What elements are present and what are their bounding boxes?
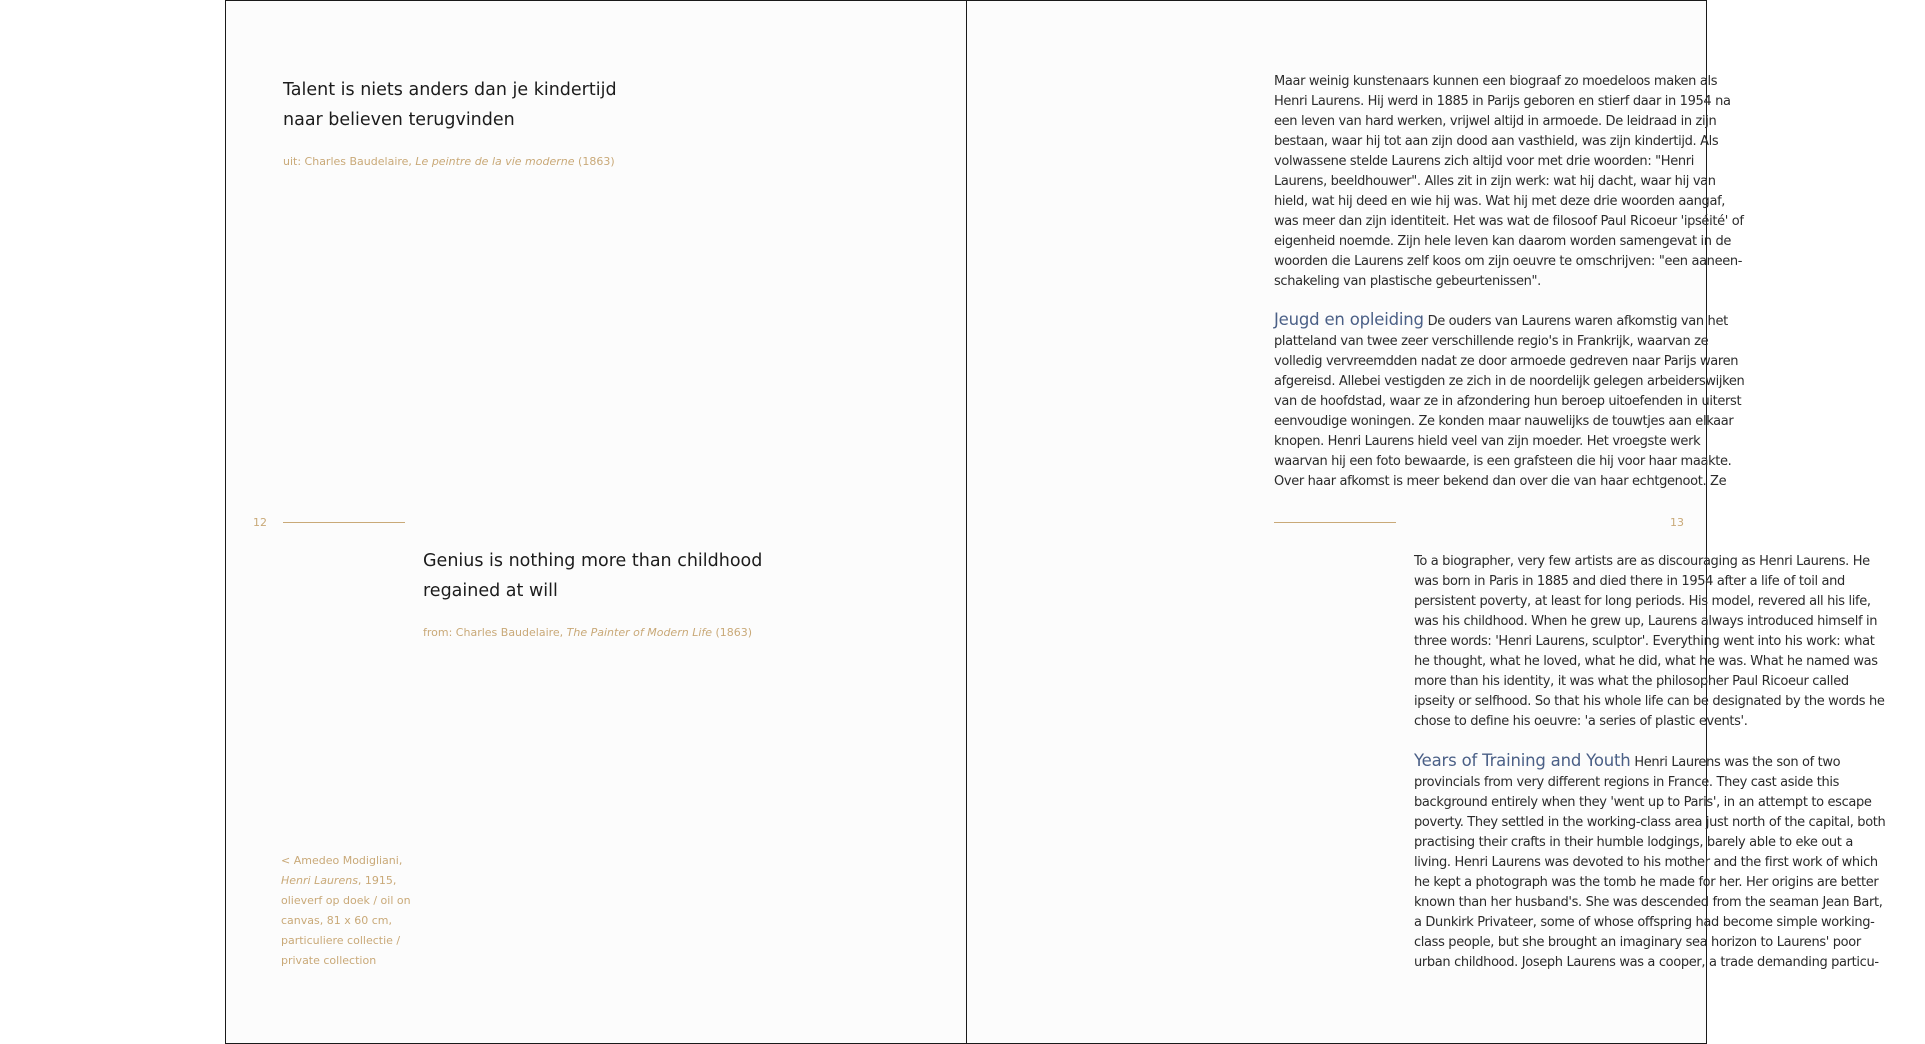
text-run: De ouders van Laurens waren afkomstig van het [1423,314,1728,329]
divider-rule [283,522,405,523]
dutch-intro-paragraph [1274,72,1744,292]
text-line: bestaan, waar hij tot aan zijn dood aan vasthield, was zijn kindertijd. Als [1274,134,1719,149]
text-line: eigenheid noemde. Zijn hele leven kan daarom worden samengevat in de [1274,234,1732,249]
source-title: Le peintre de la vie moderne [415,155,575,168]
text-line: practising their crafts in their humble lodgings, barely able to eke out a [1414,835,1853,850]
section-heading-english: Years of Training and Youth [1414,751,1631,770]
text-line: provincials from very different regions in France. They cast aside this [1414,775,1840,790]
caption-line: private collection [281,954,377,967]
source-prefix: uit: Charles Baudelaire, [283,155,416,168]
source-year: (1863) [574,155,615,168]
text-line: Over haar afkomst is meer bekend dan over die van haar echtgenoot. Ze [1274,474,1727,489]
text-line: background entirely when they 'went up to Paris', in an attempt to escape [1414,795,1872,810]
text-line: poverty. They settled in the working-class area just north of the capital, both [1414,815,1886,830]
divider-rule [1274,522,1396,523]
text-line [1274,310,1744,332]
text-line: persistent poverty, at least for long periods. His model, revered all his life, [1414,594,1871,609]
text-line: more than his identity, it was what the philosopher Paul Ricoeur called [1414,674,1849,689]
section-heading-dutch: Jeugd en opleiding [1274,310,1424,329]
text-line: class people, but she brought an imaginary sea horizon to Laurens' poor [1414,935,1861,950]
text-line: ipseity or selfhood. So that his whole life can be designated by the words he [1414,694,1885,709]
quote-english [423,546,762,606]
quote-source-english [423,626,752,639]
text-line: Henri Laurens. Hij werd in 1885 in Parijs geboren en stierf daar in 1954 na [1274,94,1731,109]
text-line: living. Henri Laurens was devoted to his mother and the first work of which [1414,855,1878,870]
image-caption [281,851,411,971]
text-line: waarvan hij een foto bewaarde, is een grafsteen die hij voor haar maakte. [1274,454,1732,469]
text-line: van de hoofdstad, waar ze in afzondering hun beroep uitoefenden in uiterst [1274,394,1742,409]
text-line: urban childhood. Joseph Laurens was a cooper, a trade demanding particu- [1414,955,1879,970]
book-spread [225,0,1886,1044]
text-line: afgereisd. Allebei vestigden ze zich in de noordelijk gelegen arbeiderswijken [1274,374,1745,389]
caption-line: < Amedeo Modigliani, [281,854,403,867]
quote-dutch [283,75,617,135]
right-page [966,1,1886,1043]
text-line: schakeling van plastische gebeurtenissen". [1274,274,1541,289]
quote-line: Talent is niets anders dan je kindertijd [283,80,617,100]
caption-line: particuliere collectie / [281,934,401,947]
text-line: three words: 'Henri Laurens, sculptor'. Everything went into his work: what [1414,634,1875,649]
quote-line: naar believen terugvinden [283,110,515,130]
text-line: woorden die Laurens zelf koos om zijn oeuvre te omschrijven: "een aaneen- [1274,254,1743,269]
text-line: eenvoudige woningen. Ze konden maar nauwelijks de touwtjes aan elkaar [1274,414,1734,429]
text-line [1414,751,1885,773]
text-line: known than her husband's. She was descended from the seaman Jean Bart, [1414,895,1883,910]
text-line: was born in Paris in 1885 and died there in 1954 after a life of toil and [1414,574,1845,589]
quote-line: regained at will [423,581,558,601]
text-line: was his childhood. When he grew up, Laurens always introduced himself in [1414,614,1878,629]
text-line: knopen. Henri Laurens hield veel van zijn moeder. Het vroegste werk [1274,434,1701,449]
text-run: Henri Laurens was the son of two [1630,755,1841,770]
text-line: een leven van hard werken, vrijwel altijd in armoede. De leidraad in zijn [1274,114,1717,129]
left-page [226,1,967,1043]
text-line: Laurens, beeldhouwer". Alles zit in zijn werk: wat hij dacht, waar hij van [1274,174,1716,189]
page-number-right: 13 [1670,516,1684,529]
text-line: was meer dan zijn identiteit. Het was wat de filosoof Paul Ricoeur 'ipséité' of [1274,214,1744,229]
quote-line: Genius is nothing more than childhood [423,551,763,571]
quote-source-dutch [283,155,615,168]
text-line: Maar weinig kunstenaars kunnen een biograaf zo moedeloos maken als [1274,74,1718,89]
source-year: (1863) [712,626,753,639]
text-line: he kept a photograph was the tomb he made for her. Her origins are better [1414,875,1879,890]
text-line: a Dunkirk Privateer, some of whose offspring had become simple working- [1414,915,1875,930]
caption-line [281,871,411,891]
source-title: The Painter of Modern Life [566,626,713,639]
dutch-youth-paragraph [1274,310,1744,492]
text-line: To a biographer, very few artists are as discouraging as Henri Laurens. He [1414,554,1870,569]
text-line: chose to define his oeuvre: 'a series of plastic events'. [1414,714,1748,729]
source-prefix: from: Charles Baudelaire, [423,626,567,639]
caption-line: olieverf op doek / oil on [281,894,411,907]
text-line: volwassene stelde Laurens zich altijd voor met drie woorden: "Henri [1274,154,1694,169]
artwork-year: , 1915, [357,874,397,887]
english-youth-paragraph [1414,751,1885,973]
text-line: hield, wat hij deed en wie hij was. Wat hij met deze drie woorden aangaf, [1274,194,1726,209]
text-line: he thought, what he loved, what he did, what he was. What he named was [1414,654,1878,669]
english-intro-paragraph [1414,552,1884,732]
artwork-title: Henri Laurens [281,874,358,887]
page-number-left: 12 [253,516,267,529]
text-line: volledig vervreemdden nadat ze door armoede gedreven naar Parijs waren [1274,354,1739,369]
text-line: platteland van twee zeer verschillende regio's in Frankrijk, waarvan ze [1274,334,1709,349]
caption-line: canvas, 81 x 60 cm, [281,914,392,927]
